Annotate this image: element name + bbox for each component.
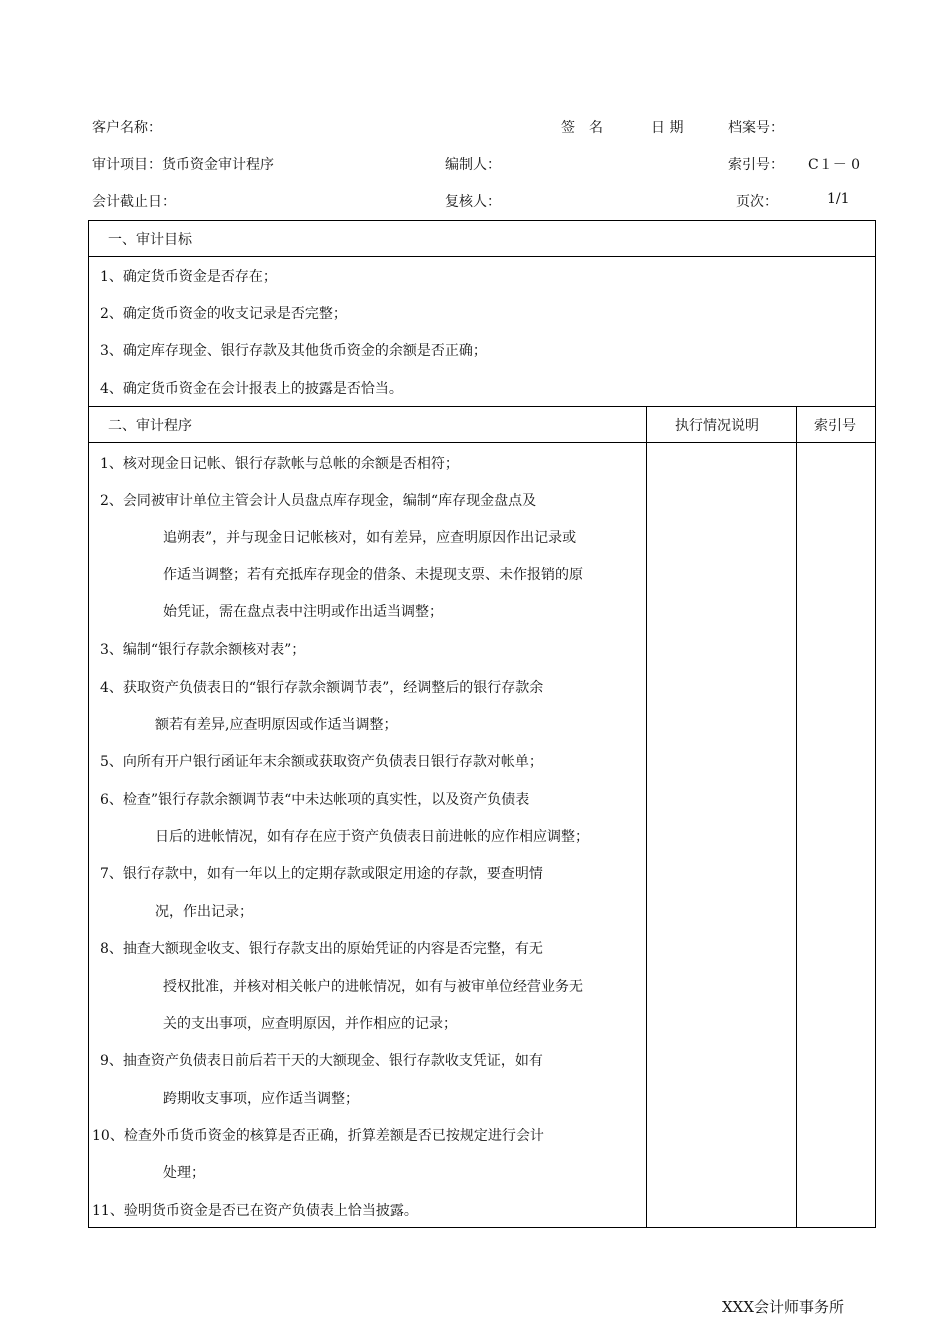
- procedure-line: 4、获取资产负债表日的“银行存款余额调节表”，经调整后的银行存款余: [100, 680, 544, 696]
- reviewer-label: 复核人：: [445, 194, 501, 210]
- index-number-label: 索引号：: [728, 157, 784, 173]
- objective-item: 2、确定货币资金的收支记录是否完整；: [100, 306, 347, 322]
- procedure-line: 3、编制“银行存款余额核对表”；: [100, 642, 306, 658]
- procedure-line: 额若有差异,应查明原因或作适当调整；: [155, 717, 398, 733]
- objective-item: 1、确定货币资金是否存在；: [100, 269, 277, 285]
- procedure-line: 作适当调整；若有充抵库存现金的借条、未提现支票、未作报销的原: [163, 567, 583, 583]
- procedure-line: 1、核对现金日记帐、银行存款帐与总帐的余额是否相符；: [100, 456, 459, 472]
- exec-notes-header: 执行情况说明: [675, 418, 759, 434]
- procedure-line: 授权批准，并核对相关帐户的进帐情况，如有与被审单位经营业务无: [163, 979, 583, 995]
- date-label: 日 期: [651, 120, 684, 136]
- audit-project-label: 审计项目：货币资金审计程序: [92, 157, 274, 173]
- procedure-line: 始凭证，需在盘点表中注明或作出适当调整；: [163, 604, 443, 620]
- preparer-label: 编制人：: [445, 157, 501, 173]
- firm-name: XXX会计师事务所: [722, 1298, 845, 1316]
- objective-item: 3、确定库存现金、银行存款及其他货币资金的余额是否正确；: [100, 343, 487, 359]
- procedure-line: 8、抽查大额现金收支、银行存款支出的原始凭证的内容是否完整，有无: [100, 941, 543, 957]
- index-number-value: C１－ 0: [808, 157, 861, 173]
- procedure-line: 追朔表”，并与现金日记帐核对，如有差异，应查明原因作出记录或: [163, 530, 577, 546]
- client-name-label: 客户名称：: [92, 120, 162, 136]
- objectives-title: 一、审计目标: [108, 232, 192, 248]
- page-label: 页次：: [736, 194, 778, 210]
- procedure-line: 关的支出事项，应查明原因，并作相应的记录；: [163, 1016, 457, 1032]
- procedure-line: 6、检查”银行存款余额调节表“中未达帐项的真实性，以及资产负债表: [100, 792, 530, 808]
- index-column-header: 索引号: [814, 418, 856, 434]
- file-number-label: 档案号：: [728, 120, 784, 136]
- objective-item: 4、确定货币资金在会计报表上的披露是否恰当。: [100, 381, 403, 397]
- procedures-title: 二、审计程序: [108, 418, 192, 434]
- page-value: 1/1: [827, 191, 850, 207]
- procedure-line: 7、银行存款中，如有一年以上的定期存款或限定用途的存款，要查明情: [100, 866, 543, 882]
- sign-label: 签 名: [561, 120, 603, 136]
- procedure-line: 况，作出记录；: [155, 904, 253, 920]
- procedure-line: 9、抽查资产负债表日前后若干天的大额现金、银行存款收支凭证，如有: [100, 1053, 543, 1069]
- procedure-line: 2、会同被审计单位主管会计人员盘点库存现金，编制“库存现金盘点及: [100, 493, 537, 509]
- cutoff-date-label: 会计截止日：: [92, 194, 176, 210]
- divider: [88, 256, 876, 257]
- procedure-line: 10、检查外币货币资金的核算是否正确，折算差额是否已按规定进行会计: [92, 1128, 544, 1144]
- column-divider: [796, 406, 797, 1228]
- column-divider: [646, 406, 647, 1228]
- procedure-line: 跨期收支事项，应作适当调整；: [163, 1091, 359, 1107]
- procedure-line: 5、向所有开户银行函证年末余额或获取资产负债表日银行存款对帐单；: [100, 754, 543, 770]
- divider: [88, 406, 876, 407]
- procedure-line: 日后的进帐情况，如有存在应于资产负债表日前进帐的应作相应调整；: [155, 829, 589, 845]
- procedure-line: 处理；: [163, 1165, 205, 1181]
- procedure-line: 11、验明货币资金是否已在资产负债表上恰当披露。: [92, 1203, 418, 1219]
- divider: [88, 442, 876, 443]
